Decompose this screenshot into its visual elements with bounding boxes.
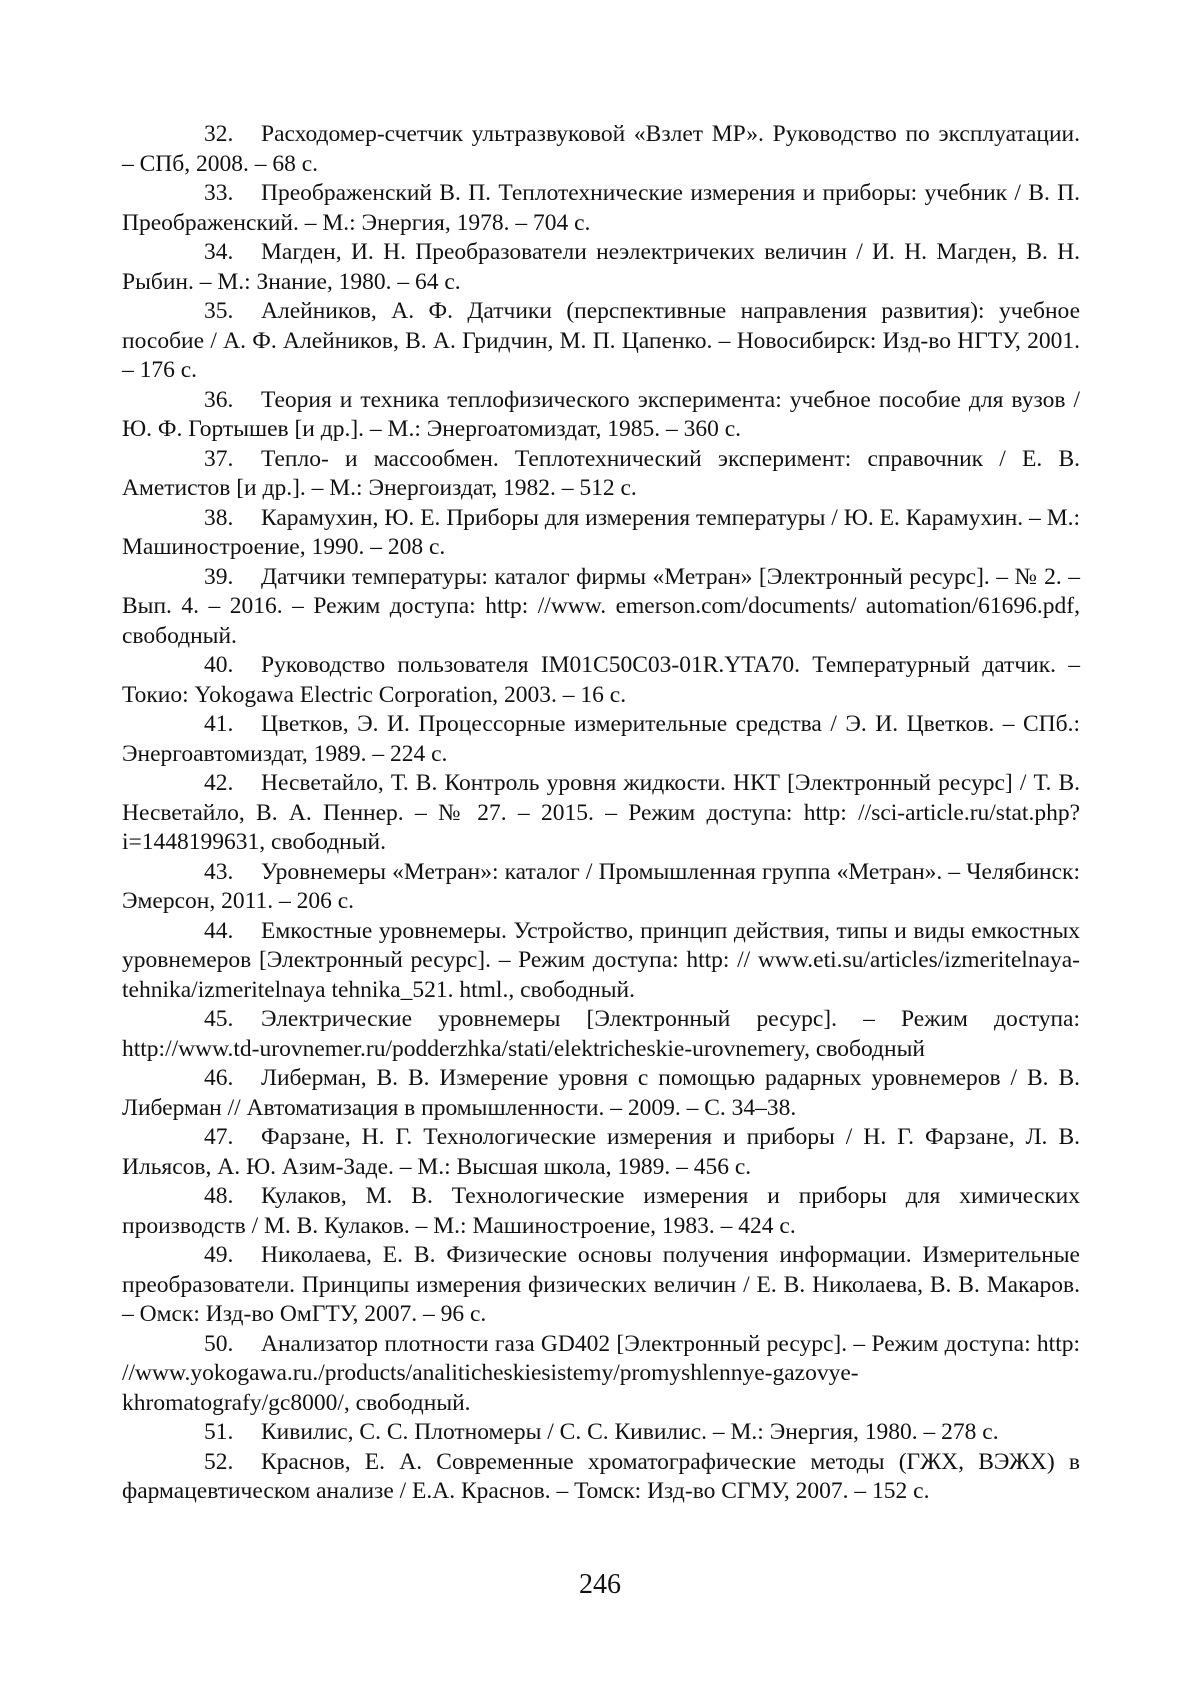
reference-item: [122, 1005, 1080, 1064]
reference-item: [122, 179, 1080, 238]
reference-item: [122, 445, 1080, 504]
reference-item: [122, 1448, 1080, 1507]
reference-item: [122, 504, 1080, 563]
page-number: 246: [579, 1569, 621, 1600]
reference-item: [122, 1182, 1080, 1241]
reference-item: [122, 1064, 1080, 1123]
reference-text: Тепло- и массообмен. Теплотехнический эксперимент: справочник / Е. В. Аметистов [и др.]. – М.: Энергоиздат, 1982. – 512 с.: [122, 445, 1080, 501]
reference-text: Фарзане, Н. Г. Технологические измерения и приборы / Н. Г. Фарзане, Л. В. Ильясов, А. Ю. Азим-Заде. – М.: Высшая школа, 1989. – 456 с.: [122, 1124, 1080, 1180]
reference-text: Цветков, Э. И. Процессорные измерительные средства / Э. И. Цветков. – СПб.: Энергоавтомиздат, 1989. – 224 с.: [122, 711, 1080, 767]
reference-number: 35.: [204, 298, 234, 324]
reference-number: 40.: [204, 652, 234, 678]
reference-text: Уровнемеры «Метран»: каталог / Промышленная группа «Метран». – Челябинск: Эмерсон, 2011. – 206 с.: [122, 858, 1080, 914]
reference-number: 52.: [204, 1448, 234, 1475]
reference-number: 36.: [204, 386, 234, 413]
reference-item: [122, 238, 1080, 297]
reference-text: Алейников, А. Ф. Датчики (перспективные направления развития): учебное пособие / А. Ф. Алейников, В. А. Гридчин, М. П. Цапенко. – Новосибирск: Изд-во НГТУ, 2001. – 176 с.: [122, 298, 1080, 383]
reference-number: 38.: [204, 504, 234, 531]
reference-number: 49.: [204, 1242, 234, 1268]
reference-item: [122, 1241, 1080, 1330]
reference-item: [122, 297, 1080, 386]
reference-item: [122, 563, 1080, 652]
reference-text: Несветайло, Т. В. Контроль уровня жидкости. НКТ [Электронный ресурс] / Т. В. Несветайло, В. А. Пеннер. – № 27. – 2015. – Режим доступа: http: //sci-article.ru/stat.php?i=1448199631, свободный.: [122, 770, 1080, 855]
reference-text: Николаева, Е. В. Физические основы получения информации. Измерительные преобразователи. Принципы измерения физических величин / Е. В. Николаева, В. В. Макаров. – Омск: Изд-во ОмГТУ, 2007. – 96 с.: [122, 1242, 1080, 1327]
reference-number: 43.: [204, 858, 234, 885]
reference-text: Руководство пользователя IM01C50C03-01R.YTA70. Температурный датчик. – Токио: Yokogawa Electric Corporation, 2003. – 16 с.: [122, 652, 1080, 708]
reference-number: 51.: [204, 1419, 234, 1445]
reference-item: [122, 858, 1080, 917]
reference-number: 45.: [204, 1006, 234, 1032]
reference-item: [122, 710, 1080, 769]
reference-text: Преображенский В. П. Теплотехнические измерения и приборы: учебник / В. П. Преображенский. – М.: Энергия, 1978. – 704 с.: [122, 180, 1080, 236]
reference-number: 50.: [204, 1330, 234, 1357]
reference-text: Кивилис, С. С. Плотномеры / С. С. Кивилис. – М.: Энергия, 1980. – 278 с.: [261, 1419, 999, 1445]
reference-text: Карамухин, Ю. Е. Приборы для измерения температуры / Ю. Е. Карамухин. – М.: Машиностроение, 1990. – 208 с.: [122, 504, 1080, 560]
reference-text: Магден, И. Н. Преобразователи неэлектричеких величин / И. Н. Магден, В. Н. Рыбин. – М.: Знание, 1980. – 64 с.: [122, 239, 1080, 295]
reference-number: 34.: [204, 239, 234, 265]
reference-item: [122, 769, 1080, 858]
reference-text: Датчики температуры: каталог фирмы «Метран» [Электронный ресурс]. – № 2. – Вып. 4. – 2016. – Режим доступа: http: //www. emerson.com/documents/ automation/61696.pdf, свободный.: [122, 563, 1080, 649]
reference-number: 33.: [204, 180, 234, 206]
reference-text: Кулаков, М. В. Технологические измерения и приборы для химических производств / М. В. Кулаков. – М.: Машиностроение, 1983. – 424 с.: [122, 1183, 1080, 1239]
reference-text: Теория и техника теплофизического эксперимента: учебное пособие для вузов / Ю. Ф. Гортышев [и др.]. – М.: Энергоатомиздат, 1985. – 360 с.: [122, 386, 1080, 442]
reference-number: 32.: [204, 121, 234, 147]
reference-text: Анализатор плотности газа GD402 [Электронный ресурс]. – Режим доступа: http: //www.yokogawa.ru./products/analiticheskiesistemy/promyshlennye-gazovye-khromatografy/gc8000/, свободный.: [122, 1330, 1080, 1416]
reference-text: Емкостные уровнемеры. Устройство, принцип действия, типы и виды емкостных уровнемеров [Электронный ресурс]. – Режим доступа: http: // www.eti.su/articles/izmeritelnaya-tehnika/izmeritelnaya tehnika_521. html., свободный.: [122, 917, 1080, 1003]
reference-item: [122, 917, 1080, 1006]
reference-item: [122, 120, 1080, 179]
reference-text: Краснов, Е. А. Современные хроматографические методы (ГЖХ, ВЭЖХ) в фармацевтическом анализе / Е.А. Краснов. – Томск: Изд-во СГМУ, 2007. – 152 с.: [122, 1448, 1080, 1504]
reference-list: [122, 120, 1080, 1507]
reference-item: [122, 386, 1080, 445]
reference-number: 41.: [204, 711, 234, 737]
reference-text: Расходомер-счетчик ультразвуковой «Взлет МР». Руководство по эксплуатации. – СПб, 2008. – 68 с.: [122, 121, 1080, 177]
reference-number: 47.: [204, 1124, 234, 1150]
reference-text: Электрические уровнемеры [Электронный ресурс]. – Режим доступа: http://www.td-urovnemer.ru/podderzhka/stati/elektricheskie-urovnemery, свободный: [122, 1006, 1080, 1062]
reference-number: 42.: [204, 770, 234, 796]
reference-item: [122, 1330, 1080, 1419]
reference-item: [122, 1123, 1080, 1182]
reference-number: 44.: [204, 917, 234, 944]
reference-text: Либерман, В. В. Измерение уровня с помощью радарных уровнемеров / В. В. Либерман // Автоматизация в промышленности. – 2009. – С. 34–38.: [122, 1065, 1080, 1121]
reference-item: [122, 1418, 1080, 1448]
reference-number: 37.: [204, 445, 234, 472]
reference-item: [122, 651, 1080, 710]
reference-number: 48.: [204, 1183, 234, 1209]
reference-number: 46.: [204, 1065, 234, 1091]
reference-number: 39.: [204, 563, 234, 590]
